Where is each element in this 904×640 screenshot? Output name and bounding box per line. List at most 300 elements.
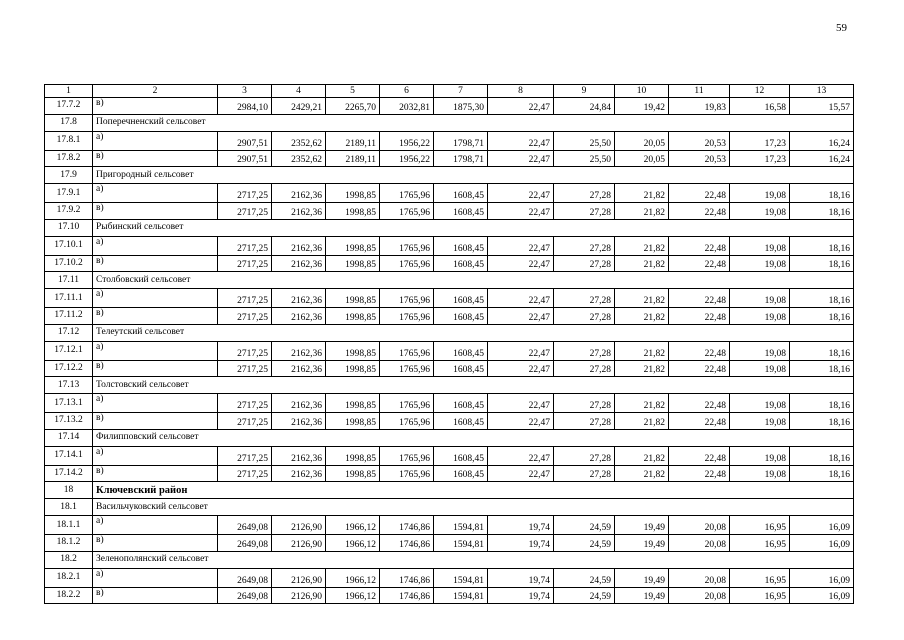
value-cell: 1608,45: [434, 360, 488, 377]
row-label: а): [93, 131, 218, 150]
value-cell: 27,28: [554, 394, 615, 413]
row-label: в): [93, 203, 218, 220]
value-cell: 1608,45: [434, 341, 488, 360]
section-code: 17.14: [45, 429, 93, 446]
value-cell: 1608,45: [434, 203, 488, 220]
column-number: 12: [730, 85, 790, 98]
row-label: в): [93, 98, 218, 115]
value-cell: 27,28: [554, 236, 615, 255]
value-cell: 1966,12: [326, 535, 380, 552]
value-cell: 2162,36: [272, 308, 326, 325]
value-cell: 1746,86: [380, 587, 434, 604]
value-cell: 1594,81: [434, 535, 488, 552]
value-cell: 1956,22: [380, 150, 434, 167]
value-cell: 17,23: [730, 150, 790, 167]
row-code: 18.2.2: [45, 587, 93, 604]
value-cell: 24,59: [554, 535, 615, 552]
table-row: [45, 446, 854, 465]
value-cell: 2162,36: [272, 184, 326, 203]
column-number-row: [45, 85, 854, 98]
value-cell: 1608,45: [434, 308, 488, 325]
value-cell: 22,47: [488, 236, 554, 255]
row-code: 17.10.2: [45, 255, 93, 272]
value-cell: 22,47: [488, 289, 554, 308]
column-number: 13: [790, 85, 854, 98]
row-code: 18.2.1: [45, 568, 93, 587]
section-title: Толстовский сельсовет: [93, 377, 854, 394]
value-cell: 1765,96: [380, 203, 434, 220]
section-row: [45, 114, 854, 131]
value-cell: 22,47: [488, 255, 554, 272]
value-cell: 2717,25: [218, 203, 272, 220]
row-code: 17.7.2: [45, 98, 93, 115]
value-cell: 19,08: [730, 446, 790, 465]
value-cell: 18,16: [790, 184, 854, 203]
value-cell: 2717,25: [218, 413, 272, 430]
value-cell: 27,28: [554, 360, 615, 377]
value-cell: 16,95: [730, 568, 790, 587]
value-cell: 19,08: [730, 394, 790, 413]
value-cell: 19,08: [730, 465, 790, 482]
section-title: Пригородный сельсовет: [93, 167, 854, 184]
value-cell: 21,82: [615, 394, 669, 413]
value-cell: 21,82: [615, 184, 669, 203]
value-cell: 27,28: [554, 341, 615, 360]
value-cell: 1608,45: [434, 289, 488, 308]
value-cell: 2717,25: [218, 255, 272, 272]
row-code: 17.8.2: [45, 150, 93, 167]
value-cell: 2162,36: [272, 203, 326, 220]
value-cell: 22,48: [669, 465, 730, 482]
value-cell: 2162,36: [272, 255, 326, 272]
row-label: а): [93, 236, 218, 255]
value-cell: 22,48: [669, 184, 730, 203]
value-cell: 18,16: [790, 360, 854, 377]
row-label: в): [93, 465, 218, 482]
value-cell: 16,95: [730, 516, 790, 535]
value-cell: 1608,45: [434, 184, 488, 203]
value-cell: 2162,36: [272, 446, 326, 465]
row-label: в): [93, 587, 218, 604]
value-cell: 18,16: [790, 308, 854, 325]
value-cell: 19,08: [730, 308, 790, 325]
value-cell: 24,84: [554, 98, 615, 115]
table-row: [45, 184, 854, 203]
section-code: 17.8: [45, 114, 93, 131]
value-cell: 19,08: [730, 255, 790, 272]
value-cell: 2907,51: [218, 131, 272, 150]
value-cell: 1998,85: [326, 203, 380, 220]
row-code: 17.8.1: [45, 131, 93, 150]
row-label: в): [93, 535, 218, 552]
value-cell: 1765,96: [380, 465, 434, 482]
row-label: а): [93, 394, 218, 413]
value-cell: 19,74: [488, 587, 554, 604]
value-cell: 1998,85: [326, 394, 380, 413]
table-body: [45, 85, 854, 604]
column-number: 9: [554, 85, 615, 98]
value-cell: 1998,85: [326, 236, 380, 255]
value-cell: 1765,96: [380, 360, 434, 377]
value-cell: 1998,85: [326, 360, 380, 377]
table-row: [45, 465, 854, 482]
value-cell: 27,28: [554, 465, 615, 482]
value-cell: 1765,96: [380, 184, 434, 203]
value-cell: 21,82: [615, 203, 669, 220]
value-cell: 22,48: [669, 341, 730, 360]
value-cell: 2352,62: [272, 131, 326, 150]
value-cell: 1765,96: [380, 413, 434, 430]
value-cell: 2717,25: [218, 394, 272, 413]
section-title: Васильчуковский сельсовет: [93, 499, 854, 516]
value-cell: 22,47: [488, 131, 554, 150]
value-cell: 1746,86: [380, 516, 434, 535]
value-cell: 1608,45: [434, 255, 488, 272]
row-code: 17.14.1: [45, 446, 93, 465]
value-cell: 18,16: [790, 465, 854, 482]
value-cell: 27,28: [554, 255, 615, 272]
table-row: [45, 131, 854, 150]
value-cell: 21,82: [615, 465, 669, 482]
value-cell: 21,82: [615, 236, 669, 255]
value-cell: 15,57: [790, 98, 854, 115]
section-title: Рыбинский сельсовет: [93, 219, 854, 236]
value-cell: 19,42: [615, 98, 669, 115]
value-cell: 2162,36: [272, 394, 326, 413]
row-code: 17.13.1: [45, 394, 93, 413]
table-row: [45, 203, 854, 220]
value-cell: 19,83: [669, 98, 730, 115]
value-cell: 18,16: [790, 255, 854, 272]
value-cell: 2162,36: [272, 289, 326, 308]
tariff-table: [44, 84, 854, 604]
value-cell: 1765,96: [380, 289, 434, 308]
value-cell: 17,23: [730, 131, 790, 150]
section-code: 17.9: [45, 167, 93, 184]
value-cell: 27,28: [554, 446, 615, 465]
table-row: [45, 341, 854, 360]
value-cell: 19,08: [730, 203, 790, 220]
value-cell: 22,47: [488, 184, 554, 203]
section-title: Зеленополянский сельсовет: [93, 551, 854, 568]
value-cell: 20,08: [669, 535, 730, 552]
value-cell: 1746,86: [380, 535, 434, 552]
value-cell: 19,49: [615, 535, 669, 552]
value-cell: 1765,96: [380, 394, 434, 413]
value-cell: 16,95: [730, 535, 790, 552]
column-number: 11: [669, 85, 730, 98]
section-code: 17.10: [45, 219, 93, 236]
row-label: а): [93, 184, 218, 203]
value-cell: 25,50: [554, 131, 615, 150]
value-cell: 19,08: [730, 413, 790, 430]
value-cell: 20,05: [615, 131, 669, 150]
value-cell: 2265,70: [326, 98, 380, 115]
row-label: в): [93, 308, 218, 325]
value-cell: 1608,45: [434, 394, 488, 413]
value-cell: 27,28: [554, 289, 615, 308]
row-code: 17.13.2: [45, 413, 93, 430]
row-code: 17.9.2: [45, 203, 93, 220]
section-code: 18.2: [45, 551, 93, 568]
value-cell: 16,95: [730, 587, 790, 604]
value-cell: 16,24: [790, 150, 854, 167]
value-cell: 2649,08: [218, 587, 272, 604]
value-cell: 2717,25: [218, 308, 272, 325]
section-code: 17.11: [45, 272, 93, 289]
table-row: [45, 568, 854, 587]
value-cell: 1998,85: [326, 341, 380, 360]
section-title: Телеутский сельсовет: [93, 324, 854, 341]
value-cell: 24,59: [554, 568, 615, 587]
value-cell: 2649,08: [218, 535, 272, 552]
value-cell: 19,49: [615, 516, 669, 535]
value-cell: 19,49: [615, 568, 669, 587]
row-code: 17.12.2: [45, 360, 93, 377]
value-cell: 1998,85: [326, 446, 380, 465]
value-cell: 20,08: [669, 587, 730, 604]
value-cell: 1956,22: [380, 131, 434, 150]
column-number: 1: [45, 85, 93, 98]
value-cell: 24,59: [554, 587, 615, 604]
row-label: в): [93, 413, 218, 430]
value-cell: 2717,25: [218, 184, 272, 203]
table-row: [45, 236, 854, 255]
value-cell: 2352,62: [272, 150, 326, 167]
value-cell: 21,82: [615, 308, 669, 325]
table-row: [45, 255, 854, 272]
value-cell: 19,74: [488, 516, 554, 535]
column-number: 5: [326, 85, 380, 98]
value-cell: 20,08: [669, 516, 730, 535]
value-cell: 16,58: [730, 98, 790, 115]
value-cell: 25,50: [554, 150, 615, 167]
value-cell: 1608,45: [434, 446, 488, 465]
value-cell: 2717,25: [218, 465, 272, 482]
value-cell: 2189,11: [326, 150, 380, 167]
value-cell: 22,47: [488, 150, 554, 167]
value-cell: 2162,36: [272, 413, 326, 430]
value-cell: 2717,25: [218, 236, 272, 255]
value-cell: 22,48: [669, 394, 730, 413]
value-cell: 22,48: [669, 308, 730, 325]
value-cell: 1608,45: [434, 236, 488, 255]
value-cell: 18,16: [790, 394, 854, 413]
section-code: 17.13: [45, 377, 93, 394]
table-row: [45, 587, 854, 604]
column-number: 6: [380, 85, 434, 98]
row-label: а): [93, 516, 218, 535]
value-cell: 22,48: [669, 236, 730, 255]
value-cell: 1798,71: [434, 131, 488, 150]
section-row: [45, 219, 854, 236]
value-cell: 1998,85: [326, 413, 380, 430]
value-cell: 2984,10: [218, 98, 272, 115]
column-number: 10: [615, 85, 669, 98]
value-cell: 21,82: [615, 360, 669, 377]
value-cell: 20,08: [669, 568, 730, 587]
value-cell: 22,47: [488, 394, 554, 413]
value-cell: 19,08: [730, 236, 790, 255]
section-row: [45, 167, 854, 184]
value-cell: 2032,81: [380, 98, 434, 115]
value-cell: 18,16: [790, 236, 854, 255]
value-cell: 27,28: [554, 413, 615, 430]
row-code: 18.1.2: [45, 535, 93, 552]
value-cell: 1966,12: [326, 568, 380, 587]
row-label: а): [93, 289, 218, 308]
value-cell: 16,09: [790, 516, 854, 535]
value-cell: 1594,81: [434, 587, 488, 604]
value-cell: 19,49: [615, 587, 669, 604]
value-cell: 22,48: [669, 203, 730, 220]
value-cell: 1998,85: [326, 465, 380, 482]
value-cell: 2717,25: [218, 341, 272, 360]
table-row: [45, 308, 854, 325]
value-cell: 2162,36: [272, 360, 326, 377]
value-cell: 16,09: [790, 568, 854, 587]
value-cell: 2429,21: [272, 98, 326, 115]
row-label: в): [93, 360, 218, 377]
row-code: 17.12.1: [45, 341, 93, 360]
value-cell: 20,53: [669, 131, 730, 150]
value-cell: 22,48: [669, 255, 730, 272]
value-cell: 21,82: [615, 289, 669, 308]
value-cell: 24,59: [554, 516, 615, 535]
value-cell: 22,47: [488, 341, 554, 360]
table-row: [45, 289, 854, 308]
value-cell: 2126,90: [272, 568, 326, 587]
section-code: 18.1: [45, 499, 93, 516]
value-cell: 2649,08: [218, 516, 272, 535]
value-cell: 2649,08: [218, 568, 272, 587]
value-cell: 22,47: [488, 465, 554, 482]
value-cell: 1998,85: [326, 255, 380, 272]
row-label: в): [93, 150, 218, 167]
value-cell: 19,74: [488, 568, 554, 587]
value-cell: 1765,96: [380, 308, 434, 325]
value-cell: 18,16: [790, 413, 854, 430]
value-cell: 1966,12: [326, 587, 380, 604]
value-cell: 1798,71: [434, 150, 488, 167]
value-cell: 1594,81: [434, 516, 488, 535]
row-label: а): [93, 568, 218, 587]
value-cell: 18,16: [790, 446, 854, 465]
value-cell: 2126,90: [272, 535, 326, 552]
table-row: [45, 150, 854, 167]
value-cell: 2717,25: [218, 289, 272, 308]
page-number: 59: [836, 22, 847, 34]
value-cell: 1608,45: [434, 413, 488, 430]
table-row: [45, 516, 854, 535]
value-cell: 1998,85: [326, 289, 380, 308]
value-cell: 22,47: [488, 446, 554, 465]
value-cell: 18,16: [790, 341, 854, 360]
value-cell: 18,16: [790, 289, 854, 308]
value-cell: 1594,81: [434, 568, 488, 587]
row-code: 17.11.2: [45, 308, 93, 325]
value-cell: 27,28: [554, 203, 615, 220]
value-cell: 2189,11: [326, 131, 380, 150]
value-cell: 1765,96: [380, 236, 434, 255]
value-cell: 19,08: [730, 289, 790, 308]
value-cell: 22,47: [488, 413, 554, 430]
value-cell: 20,53: [669, 150, 730, 167]
section-title: Поперечненский сельсовет: [93, 114, 854, 131]
value-cell: 2717,25: [218, 446, 272, 465]
value-cell: 2162,36: [272, 465, 326, 482]
row-code: 17.9.1: [45, 184, 93, 203]
table-row: [45, 360, 854, 377]
value-cell: 19,08: [730, 360, 790, 377]
value-cell: 1875,30: [434, 98, 488, 115]
section-title: Филипповский сельсовет: [93, 429, 854, 446]
section-row: [45, 551, 854, 568]
row-code: 18.1.1: [45, 516, 93, 535]
value-cell: 2907,51: [218, 150, 272, 167]
value-cell: 16,09: [790, 535, 854, 552]
value-cell: 2162,36: [272, 341, 326, 360]
row-label: а): [93, 446, 218, 465]
value-cell: 21,82: [615, 413, 669, 430]
section-code: 18: [45, 482, 93, 499]
section-title: Ключевский район: [93, 482, 854, 499]
value-cell: 1966,12: [326, 516, 380, 535]
section-row: [45, 324, 854, 341]
value-cell: 21,82: [615, 255, 669, 272]
value-cell: 21,82: [615, 446, 669, 465]
value-cell: 22,48: [669, 289, 730, 308]
value-cell: 2126,90: [272, 516, 326, 535]
value-cell: 1765,96: [380, 255, 434, 272]
value-cell: 19,08: [730, 341, 790, 360]
table-row: [45, 394, 854, 413]
column-number: 3: [218, 85, 272, 98]
value-cell: 19,74: [488, 535, 554, 552]
row-label: в): [93, 255, 218, 272]
value-cell: 27,28: [554, 184, 615, 203]
row-label: а): [93, 341, 218, 360]
table-row: [45, 535, 854, 552]
section-row: [45, 429, 854, 446]
value-cell: 22,47: [488, 360, 554, 377]
value-cell: 2717,25: [218, 360, 272, 377]
value-cell: 27,28: [554, 308, 615, 325]
value-cell: 22,48: [669, 360, 730, 377]
value-cell: 1998,85: [326, 308, 380, 325]
section-row: [45, 377, 854, 394]
value-cell: 22,48: [669, 446, 730, 465]
table-row: [45, 98, 854, 115]
column-number: 2: [93, 85, 218, 98]
value-cell: 1765,96: [380, 341, 434, 360]
value-cell: 22,48: [669, 413, 730, 430]
value-cell: 1608,45: [434, 465, 488, 482]
table-row: [45, 413, 854, 430]
section-row: [45, 499, 854, 516]
value-cell: 21,82: [615, 341, 669, 360]
section-code: 17.12: [45, 324, 93, 341]
value-cell: 22,47: [488, 308, 554, 325]
column-number: 4: [272, 85, 326, 98]
value-cell: 1765,96: [380, 446, 434, 465]
value-cell: 16,24: [790, 131, 854, 150]
section-row: [45, 482, 854, 499]
value-cell: 16,09: [790, 587, 854, 604]
value-cell: 19,08: [730, 184, 790, 203]
value-cell: 2162,36: [272, 236, 326, 255]
section-row: [45, 272, 854, 289]
